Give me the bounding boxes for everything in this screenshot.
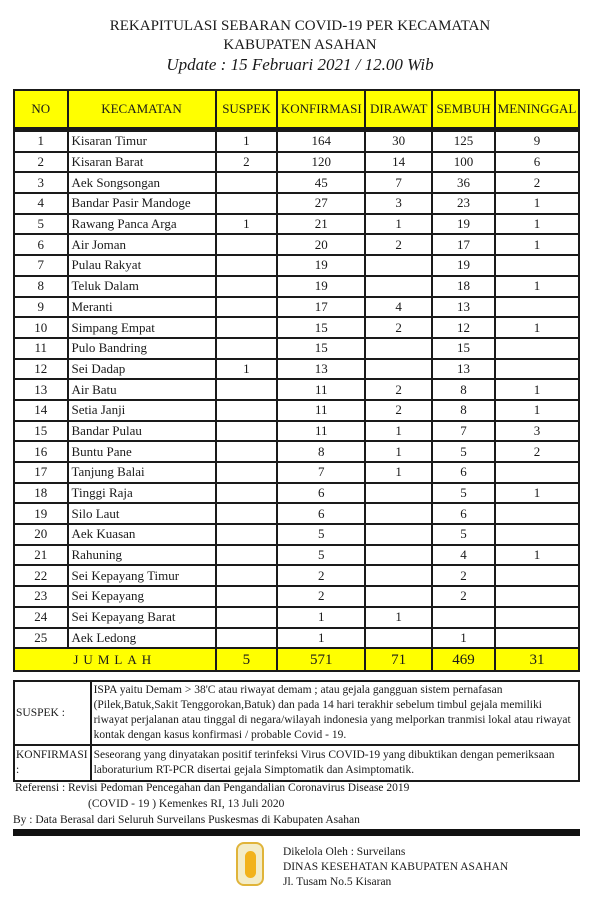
cell-kecamatan: Air Batu <box>68 379 216 400</box>
cell-kecamatan: Sei Kepayang Barat <box>68 607 216 628</box>
cell-kecamatan: Sei Dadap <box>68 359 216 380</box>
cell-konfirmasi: 45 <box>277 172 365 193</box>
cell-sembuh: 15 <box>432 338 495 359</box>
cell-kecamatan: Aek Kuasan <box>68 524 216 545</box>
cell-dirawat: 1 <box>365 441 432 462</box>
managed-by: Dikelola Oleh : Surveilans <box>283 846 406 858</box>
agency-name: DINAS KESEHATAN KABUPATEN ASAHAN <box>283 861 509 873</box>
cell-dirawat <box>365 565 432 586</box>
cell-dirawat: 2 <box>365 400 432 421</box>
table-row <box>14 297 579 318</box>
cell-suspek <box>216 503 278 524</box>
cell-suspek: 2 <box>216 152 278 173</box>
col-header-suspek: SUSPEK <box>216 90 278 130</box>
definition-term: SUSPEK : <box>14 681 91 745</box>
cell-no: 13 <box>14 379 68 400</box>
cell-no: 22 <box>14 565 68 586</box>
update-timestamp: Update : 15 Februari 2021 / 12.00 Wib <box>166 55 434 74</box>
cell-kecamatan: Pulau Rakyat <box>68 255 216 276</box>
cell-suspek <box>216 607 278 628</box>
definition-text: ISPA yaitu Demam > 38'C atau riwayat demam ; atau gejala gangguan sistem pernafasan (Pilek,Batuk,Sakit Tenggorokan,Batuk) dan pada 14 hari terakhir sebelum timbul gejala memiliki riwayat perjalanan atau tinggal di negara/wilayah indonesia yang melporkan tranmisi lokal atau riwayat kontak dengan kasus konfirmasi / probable Covid - 19. <box>91 681 579 745</box>
cell-sembuh: 2 <box>432 565 495 586</box>
table-row <box>14 462 579 483</box>
cell-meninggal: 1 <box>495 545 579 566</box>
cell-suspek <box>216 462 278 483</box>
cell-no: 24 <box>14 607 68 628</box>
cell-dirawat <box>365 628 432 649</box>
cell-no: 10 <box>14 317 68 338</box>
cell-meninggal <box>495 586 579 607</box>
cell-suspek: 1 <box>216 359 278 380</box>
cell-konfirmasi: 2 <box>277 586 365 607</box>
cell-no: 25 <box>14 628 68 649</box>
cell-sembuh: 23 <box>432 193 495 214</box>
total-konfirmasi: 571 <box>277 648 365 671</box>
table-row <box>14 359 579 380</box>
cell-sembuh: 12 <box>432 317 495 338</box>
total-dirawat: 71 <box>365 648 432 671</box>
cell-dirawat: 2 <box>365 317 432 338</box>
cell-sembuh: 19 <box>432 214 495 235</box>
cell-kecamatan: Tinggi Raja <box>68 483 216 504</box>
cell-no: 20 <box>14 524 68 545</box>
cell-dirawat: 1 <box>365 607 432 628</box>
cell-dirawat <box>365 255 432 276</box>
cell-kecamatan: Silo Laut <box>68 503 216 524</box>
cell-suspek <box>216 276 278 297</box>
cell-konfirmasi: 1 <box>277 607 365 628</box>
table-row <box>14 255 579 276</box>
cell-dirawat: 2 <box>365 379 432 400</box>
col-header-meninggal: MENINGGAL <box>495 90 579 130</box>
cell-suspek <box>216 297 278 318</box>
cell-sembuh: 5 <box>432 524 495 545</box>
table-row <box>14 421 579 442</box>
cell-no: 12 <box>14 359 68 380</box>
cell-dirawat <box>365 359 432 380</box>
cell-suspek <box>216 586 278 607</box>
cell-kecamatan: Teluk Dalam <box>68 276 216 297</box>
cell-no: 3 <box>14 172 68 193</box>
cell-suspek <box>216 338 278 359</box>
cell-meninggal: 2 <box>495 441 579 462</box>
table-row <box>14 193 579 214</box>
table-row <box>14 503 579 524</box>
cell-suspek <box>216 628 278 649</box>
divider-bar <box>13 829 580 836</box>
cell-dirawat: 1 <box>365 421 432 442</box>
cell-suspek <box>216 421 278 442</box>
cell-meninggal: 1 <box>495 276 579 297</box>
cell-suspek <box>216 317 278 338</box>
cell-dirawat <box>365 338 432 359</box>
cell-kecamatan: Bandar Pasir Mandoge <box>68 193 216 214</box>
cell-sembuh: 5 <box>432 441 495 462</box>
cell-no: 1 <box>14 130 68 152</box>
cell-meninggal: 9 <box>495 130 579 152</box>
cell-sembuh: 36 <box>432 172 495 193</box>
cell-konfirmasi: 19 <box>277 276 365 297</box>
cell-sembuh: 7 <box>432 421 495 442</box>
table-row <box>14 586 579 607</box>
definition-konfirmasi <box>14 745 579 781</box>
table-row <box>14 317 579 338</box>
cell-dirawat: 14 <box>365 152 432 173</box>
table-header-row <box>14 90 579 130</box>
cell-sembuh: 1 <box>432 628 495 649</box>
cell-kecamatan: Pulo Bandring <box>68 338 216 359</box>
total-meninggal: 31 <box>495 648 579 671</box>
cell-konfirmasi: 13 <box>277 359 365 380</box>
cell-dirawat: 1 <box>365 462 432 483</box>
cell-suspek <box>216 565 278 586</box>
cell-konfirmasi: 17 <box>277 297 365 318</box>
table-row <box>14 524 579 545</box>
cell-dirawat <box>365 545 432 566</box>
cell-sembuh: 4 <box>432 545 495 566</box>
cell-meninggal: 1 <box>495 214 579 235</box>
cell-meninggal: 1 <box>495 234 579 255</box>
cell-suspek <box>216 255 278 276</box>
cell-no: 23 <box>14 586 68 607</box>
col-header-no: NO <box>14 90 68 130</box>
cell-sembuh: 8 <box>432 379 495 400</box>
cell-sembuh: 17 <box>432 234 495 255</box>
table-row <box>14 172 579 193</box>
col-header-kecamatan: KECAMATAN <box>68 90 216 130</box>
table-row <box>14 628 579 649</box>
cell-suspek <box>216 545 278 566</box>
covid-recap-table <box>13 89 580 672</box>
table-row <box>14 441 579 462</box>
table-row <box>14 276 579 297</box>
total-sembuh: 469 <box>432 648 495 671</box>
cell-no: 14 <box>14 400 68 421</box>
cell-sembuh: 6 <box>432 462 495 483</box>
cell-kecamatan: Kisaran Barat <box>68 152 216 173</box>
cell-konfirmasi: 20 <box>277 234 365 255</box>
cell-konfirmasi: 1 <box>277 628 365 649</box>
cell-meninggal: 1 <box>495 483 579 504</box>
cell-dirawat <box>365 276 432 297</box>
agency-address: Jl. Tusam No.5 Kisaran <box>283 876 392 888</box>
cell-konfirmasi: 6 <box>277 503 365 524</box>
cell-suspek <box>216 400 278 421</box>
cell-suspek: 1 <box>216 130 278 152</box>
cell-dirawat: 30 <box>365 130 432 152</box>
cell-kecamatan: Aek Ledong <box>68 628 216 649</box>
surveilans-logo-icon <box>236 842 264 886</box>
cell-kecamatan: Sei Kepayang Timur <box>68 565 216 586</box>
cell-no: 7 <box>14 255 68 276</box>
cell-no: 16 <box>14 441 68 462</box>
cell-sembuh: 19 <box>432 255 495 276</box>
cell-no: 4 <box>14 193 68 214</box>
table-row <box>14 234 579 255</box>
cell-meninggal: 1 <box>495 379 579 400</box>
cell-meninggal <box>495 607 579 628</box>
cell-sembuh: 125 <box>432 130 495 152</box>
table-row <box>14 338 579 359</box>
cell-suspek <box>216 483 278 504</box>
cell-konfirmasi: 120 <box>277 152 365 173</box>
cell-sembuh: 18 <box>432 276 495 297</box>
page-subtitle: KABUPATEN ASAHAN <box>223 37 377 53</box>
cell-kecamatan: Buntu Pane <box>68 441 216 462</box>
cell-kecamatan: Aek Songsongan <box>68 172 216 193</box>
reference-line-1: Referensi : Revisi Pedoman Pencegahan dan Pengandalian Coronavirus Disease 2019 <box>15 782 410 794</box>
table-row <box>14 379 579 400</box>
page-title: REKAPITULASI SEBARAN COVID-19 PER KECAMATAN <box>109 18 491 34</box>
table-row <box>14 214 579 235</box>
cell-no: 2 <box>14 152 68 173</box>
total-suspek: 5 <box>216 648 278 671</box>
cell-sembuh <box>432 607 495 628</box>
cell-dirawat <box>365 524 432 545</box>
cell-kecamatan: Kisaran Timur <box>68 130 216 152</box>
cell-suspek <box>216 234 278 255</box>
cell-konfirmasi: 7 <box>277 462 365 483</box>
cell-kecamatan: Rawang Panca Arga <box>68 214 216 235</box>
cell-meninggal <box>495 338 579 359</box>
cell-no: 9 <box>14 297 68 318</box>
cell-suspek <box>216 524 278 545</box>
cell-dirawat: 2 <box>365 234 432 255</box>
definition-text: Seseorang yang dinyatakan positif terinfeksi Virus COVID-19 yang dibuktikan dengan pemeriksaan laboraturium RT-PCR disertai gejala Simptomatik dan Asimptomatik. <box>91 745 579 781</box>
cell-meninggal <box>495 628 579 649</box>
cell-dirawat: 4 <box>365 297 432 318</box>
table-row <box>14 483 579 504</box>
cell-konfirmasi: 19 <box>277 255 365 276</box>
cell-konfirmasi: 11 <box>277 379 365 400</box>
cell-kecamatan: Setia Janji <box>68 400 216 421</box>
cell-kecamatan: Rahuning <box>68 545 216 566</box>
table-row <box>14 607 579 628</box>
data-source-note: By : Data Berasal dari Seluruh Surveilans Puskesmas di Kabupaten Asahan <box>13 814 360 826</box>
cell-meninggal <box>495 503 579 524</box>
col-header-sembuh: SEMBUH <box>432 90 495 130</box>
cell-meninggal <box>495 255 579 276</box>
reference-line-2: (COVID - 19 ) Kemenkes RI, 13 Juli 2020 <box>88 798 285 810</box>
definition-term: KONFIRMASI : <box>14 745 91 781</box>
cell-kecamatan: Bandar Pulau <box>68 421 216 442</box>
cell-meninggal <box>495 462 579 483</box>
cell-sembuh: 2 <box>432 586 495 607</box>
cell-konfirmasi: 15 <box>277 338 365 359</box>
cell-konfirmasi: 21 <box>277 214 365 235</box>
cell-dirawat <box>365 586 432 607</box>
cell-meninggal: 3 <box>495 421 579 442</box>
cell-suspek <box>216 379 278 400</box>
cell-kecamatan: Air Joman <box>68 234 216 255</box>
col-header-konfirmasi: KONFIRMASI <box>277 90 365 130</box>
cell-konfirmasi: 8 <box>277 441 365 462</box>
table-row <box>14 545 579 566</box>
cell-meninggal <box>495 359 579 380</box>
cell-meninggal: 1 <box>495 317 579 338</box>
cell-no: 5 <box>14 214 68 235</box>
cell-no: 21 <box>14 545 68 566</box>
cell-kecamatan: Tanjung Balai <box>68 462 216 483</box>
cell-konfirmasi: 6 <box>277 483 365 504</box>
cell-kecamatan: Sei Kepayang <box>68 586 216 607</box>
cell-meninggal: 2 <box>495 172 579 193</box>
cell-suspek <box>216 193 278 214</box>
cell-no: 15 <box>14 421 68 442</box>
cell-meninggal <box>495 297 579 318</box>
col-header-dirawat: DIRAWAT <box>365 90 432 130</box>
cell-suspek: 1 <box>216 214 278 235</box>
cell-dirawat <box>365 503 432 524</box>
cell-konfirmasi: 2 <box>277 565 365 586</box>
table-row <box>14 152 579 173</box>
table-row <box>14 400 579 421</box>
cell-dirawat: 1 <box>365 214 432 235</box>
cell-dirawat: 3 <box>365 193 432 214</box>
cell-kecamatan: Meranti <box>68 297 216 318</box>
cell-kecamatan: Simpang Empat <box>68 317 216 338</box>
cell-konfirmasi: 27 <box>277 193 365 214</box>
cell-meninggal: 6 <box>495 152 579 173</box>
cell-sembuh: 13 <box>432 297 495 318</box>
definitions-box <box>13 680 580 782</box>
cell-konfirmasi: 11 <box>277 421 365 442</box>
cell-no: 8 <box>14 276 68 297</box>
cell-konfirmasi: 15 <box>277 317 365 338</box>
cell-konfirmasi: 5 <box>277 545 365 566</box>
cell-no: 18 <box>14 483 68 504</box>
cell-konfirmasi: 164 <box>277 130 365 152</box>
cell-no: 6 <box>14 234 68 255</box>
cell-dirawat <box>365 483 432 504</box>
total-row <box>14 648 579 671</box>
cell-no: 17 <box>14 462 68 483</box>
cell-sembuh: 6 <box>432 503 495 524</box>
cell-konfirmasi: 5 <box>277 524 365 545</box>
cell-suspek <box>216 172 278 193</box>
cell-meninggal: 1 <box>495 193 579 214</box>
cell-sembuh: 8 <box>432 400 495 421</box>
cell-sembuh: 5 <box>432 483 495 504</box>
table-row <box>14 130 579 152</box>
cell-sembuh: 100 <box>432 152 495 173</box>
definition-suspek <box>14 681 579 745</box>
cell-konfirmasi: 11 <box>277 400 365 421</box>
cell-meninggal: 1 <box>495 400 579 421</box>
cell-sembuh: 13 <box>432 359 495 380</box>
cell-dirawat: 7 <box>365 172 432 193</box>
cell-suspek <box>216 441 278 462</box>
cell-no: 19 <box>14 503 68 524</box>
total-label: JUMLAH <box>14 648 216 671</box>
table-row <box>14 565 579 586</box>
cell-meninggal <box>495 565 579 586</box>
cell-meninggal <box>495 524 579 545</box>
cell-no: 11 <box>14 338 68 359</box>
